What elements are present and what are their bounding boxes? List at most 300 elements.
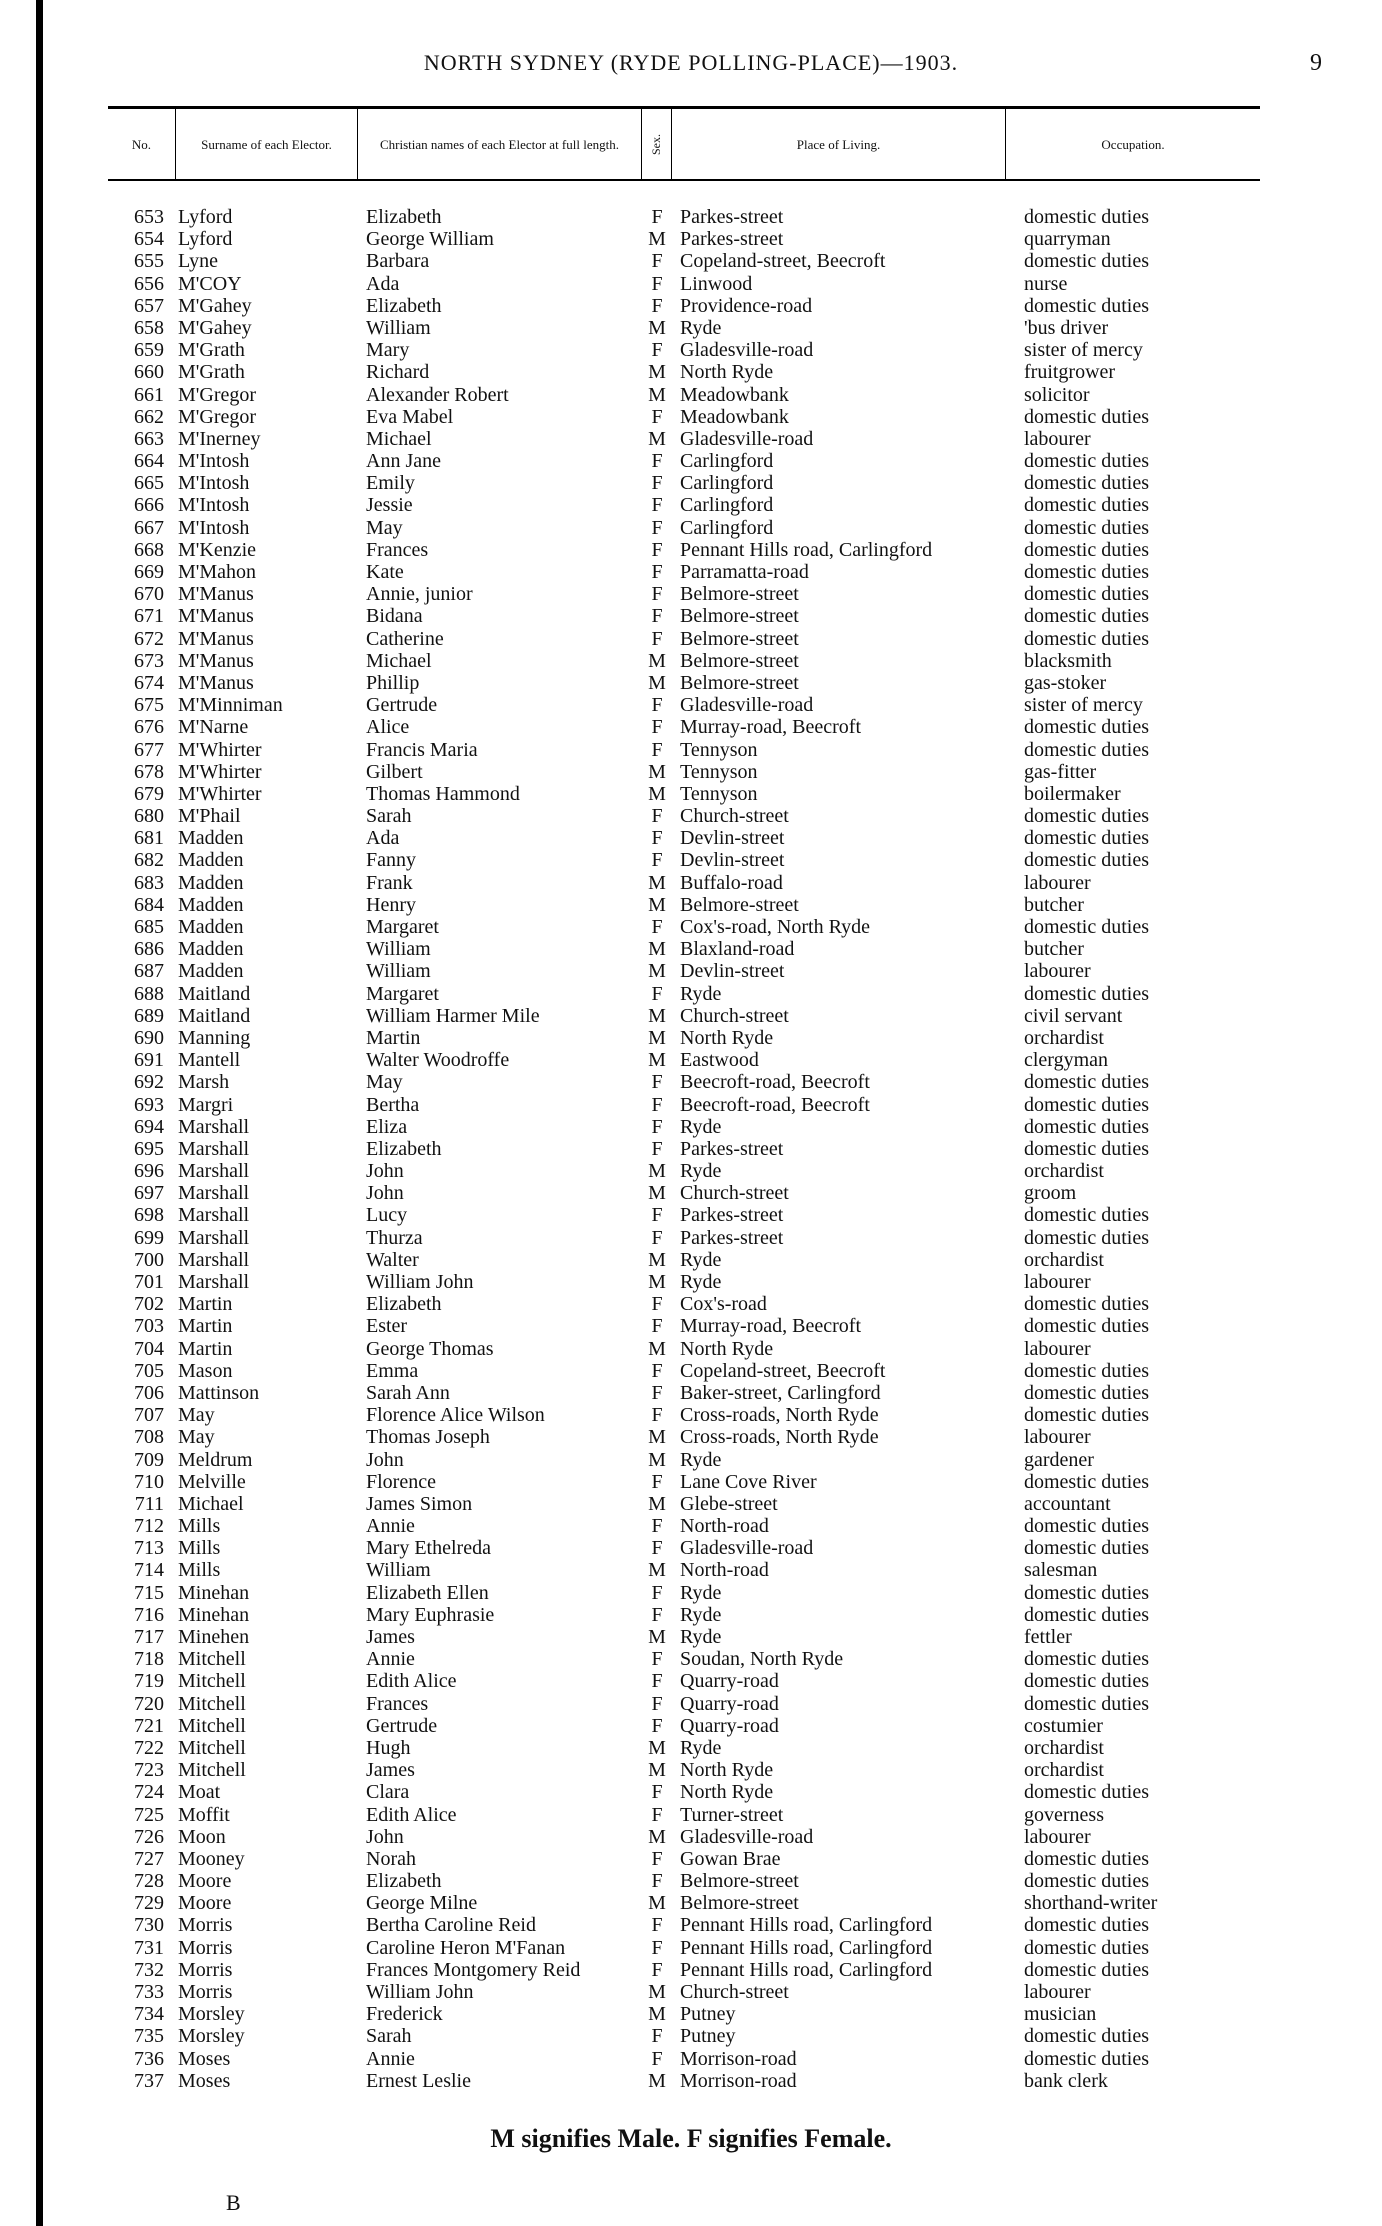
elector-number: 661	[134, 383, 164, 406]
elector-surname: Mantell	[178, 1049, 241, 1072]
elector-sex: M	[648, 1182, 666, 1205]
elector-christian-names: Ester	[366, 1315, 408, 1338]
elector-surname: Madden	[178, 960, 244, 983]
elector-number: 701	[134, 1271, 164, 1293]
elector-surname: M'Manus	[178, 605, 254, 628]
elector-place: Eastwood	[680, 1049, 759, 1072]
elector-sex: F	[651, 716, 663, 739]
elector-christian-names: Margaret	[366, 916, 439, 938]
elector-occupation: domestic duties	[1024, 561, 1149, 583]
elector-occupation: domestic duties	[1024, 1204, 1149, 1227]
elector-surname: Morsley	[178, 2025, 245, 2048]
elector-sex: M	[648, 361, 666, 384]
elector-place: Belmore-street	[680, 627, 799, 650]
table-row	[108, 628, 1260, 650]
elector-surname: Maitland	[178, 982, 251, 1005]
elector-christian-names: Mary	[366, 339, 410, 362]
table-row	[108, 761, 1260, 783]
elector-place: Carlingford	[680, 450, 774, 473]
elector-occupation: domestic duties	[1024, 1670, 1149, 1693]
elector-surname: Minehan	[178, 1581, 250, 1604]
elector-occupation: domestic duties	[1024, 1648, 1149, 1671]
elector-occupation: labourer	[1024, 1426, 1091, 1449]
table-row	[108, 1404, 1260, 1426]
elector-number: 711	[134, 1492, 164, 1515]
elector-number: 673	[134, 649, 164, 672]
elector-sex: F	[651, 1781, 663, 1804]
table-row	[108, 2025, 1260, 2047]
col-header-christian-names: Christian names of each Elector at full length.	[358, 109, 642, 179]
elector-place: Pennant Hills road, Carlingford	[680, 538, 933, 561]
header-rule-bottom	[108, 179, 1260, 181]
elector-sex: F	[651, 849, 663, 872]
elector-surname: M'Whirter	[178, 760, 262, 783]
table-row	[108, 206, 1260, 228]
table-row	[108, 1515, 1260, 1537]
table-row	[108, 650, 1260, 672]
table-row	[108, 2003, 1260, 2025]
elector-christian-names: Sarah Ann	[366, 1381, 450, 1404]
elector-place: Linwood	[680, 272, 753, 295]
elector-sex: F	[651, 1692, 663, 1715]
elector-number: 702	[134, 1293, 164, 1316]
elector-christian-names: Elizabeth	[366, 1293, 442, 1316]
elector-occupation: domestic duties	[1024, 583, 1149, 606]
elector-place: Ryde	[680, 1581, 722, 1604]
elector-christian-names: Annie	[366, 1648, 415, 1671]
table-row	[108, 1271, 1260, 1293]
elector-number: 664	[134, 450, 164, 473]
elector-christian-names: Annie, junior	[366, 583, 473, 606]
elector-occupation: sister of mercy	[1024, 694, 1143, 717]
elector-number: 721	[134, 1714, 164, 1737]
elector-number: 655	[134, 250, 164, 273]
elector-place: Ryde	[680, 1626, 722, 1648]
elector-surname: Margri	[178, 1093, 234, 1116]
elector-surname: Morris	[178, 1958, 233, 1981]
elector-place: Ryde	[680, 1248, 722, 1271]
table-row	[108, 1315, 1260, 1337]
table-row	[108, 960, 1260, 982]
table-row	[108, 1537, 1260, 1559]
elector-christian-names: Frank	[366, 871, 413, 894]
elector-christian-names: Eva Mabel	[366, 405, 454, 428]
elector-christian-names: Margaret	[366, 982, 439, 1005]
elector-place: Turner-street	[680, 1803, 784, 1826]
elector-number: 697	[134, 1182, 164, 1205]
elector-christian-names: Kate	[366, 561, 404, 583]
elector-christian-names: Alice	[366, 716, 410, 739]
elector-place: Carlingford	[680, 494, 774, 517]
elector-sex: M	[648, 649, 666, 672]
elector-number: 692	[134, 1071, 164, 1094]
elector-sex: F	[651, 1958, 663, 1981]
elector-number: 691	[134, 1049, 164, 1072]
elector-number: 704	[134, 1337, 164, 1360]
table-row	[108, 1737, 1260, 1759]
elector-surname: Minehan	[178, 1603, 250, 1626]
elector-occupation: civil servant	[1024, 1004, 1123, 1027]
elector-number: 719	[134, 1670, 164, 1693]
elector-sex: F	[651, 1315, 663, 1338]
elector-place: North Ryde	[680, 1759, 774, 1782]
elector-occupation: domestic duties	[1024, 1381, 1149, 1404]
elector-sex: F	[651, 1470, 663, 1493]
elector-number: 727	[134, 1847, 164, 1870]
table-row	[108, 1071, 1260, 1093]
elector-place: Soudan, North Ryde	[680, 1648, 844, 1671]
table-row	[108, 472, 1260, 494]
elector-occupation: accountant	[1024, 1492, 1111, 1515]
elector-surname: Marshall	[178, 1115, 250, 1138]
elector-occupation: domestic duties	[1024, 716, 1149, 739]
elector-christian-names: Edith Alice	[366, 1803, 457, 1826]
elector-place: Gladesville-road	[680, 694, 814, 717]
elector-number: 681	[134, 827, 164, 850]
elector-surname: M'Minniman	[178, 694, 283, 717]
table-row	[108, 1848, 1260, 1870]
elector-christian-names: Gilbert	[366, 760, 423, 783]
elector-place: Gladesville-road	[680, 1825, 814, 1848]
elector-surname: Meldrum	[178, 1448, 253, 1471]
elector-number: 654	[134, 228, 164, 251]
elector-christian-names: Emma	[366, 1359, 419, 1382]
elector-place: Church-street	[680, 1981, 789, 2003]
elector-occupation: labourer	[1024, 960, 1091, 983]
page-title: NORTH SYDNEY (RYDE POLLING-PLACE)—1903.	[423, 50, 959, 75]
page-header	[0, 50, 1382, 86]
elector-sex: F	[651, 1515, 663, 1538]
elector-surname: Marsh	[178, 1071, 230, 1094]
elector-christian-names: Gertrude	[366, 694, 438, 717]
elector-place: Murray-road, Beecroft	[680, 1315, 862, 1338]
table-row	[108, 716, 1260, 738]
elector-surname: Madden	[178, 893, 244, 916]
elector-christian-names: Thomas Joseph	[366, 1426, 490, 1449]
elector-christian-names: John	[366, 1448, 404, 1471]
elector-sex: F	[651, 1115, 663, 1138]
table-row	[108, 1293, 1260, 1315]
elector-place: Morrison-road	[680, 2047, 797, 2070]
elector-surname: M'Whirter	[178, 738, 262, 761]
elector-christian-names: Ann Jane	[366, 450, 441, 473]
elector-sex: F	[651, 1847, 663, 1870]
table-row	[108, 494, 1260, 516]
elector-occupation: sister of mercy	[1024, 339, 1143, 362]
elector-number: 663	[134, 427, 164, 450]
elector-christian-names: Catherine	[366, 627, 444, 650]
elector-sex: M	[648, 1448, 666, 1471]
elector-sex: M	[648, 2069, 666, 2092]
table-row	[108, 1493, 1260, 1515]
elector-number: 653	[134, 206, 164, 228]
elector-sex: M	[648, 1759, 666, 1782]
elector-place: Ryde	[680, 1115, 722, 1138]
elector-sex: M	[648, 1825, 666, 1848]
elector-occupation: domestic duties	[1024, 2047, 1149, 2070]
elector-occupation: fettler	[1024, 1626, 1072, 1648]
elector-occupation: labourer	[1024, 1825, 1091, 1848]
elector-number: 731	[134, 1936, 164, 1959]
elector-sex: F	[651, 738, 663, 761]
elector-occupation: domestic duties	[1024, 472, 1149, 495]
elector-place: Cross-roads, North Ryde	[680, 1404, 879, 1427]
elector-surname: Mills	[178, 1537, 221, 1560]
elector-number: 671	[134, 605, 164, 628]
elector-place: Belmore-street	[680, 893, 799, 916]
column-headers	[108, 109, 1260, 179]
elector-surname: Lyford	[178, 228, 233, 251]
table-row	[108, 1005, 1260, 1027]
elector-number: 685	[134, 916, 164, 938]
elector-number: 680	[134, 805, 164, 828]
elector-place: Belmore-street	[680, 649, 799, 672]
elector-christian-names: Bidana	[366, 605, 423, 628]
elector-place: Ryde	[680, 982, 722, 1005]
table-row	[108, 1959, 1260, 1981]
elector-place: Copeland-street, Beecroft	[680, 250, 886, 273]
elector-sex: F	[651, 605, 663, 628]
table-row	[108, 1227, 1260, 1249]
elector-occupation: domestic duties	[1024, 805, 1149, 828]
elector-occupation: orchardist	[1024, 1736, 1104, 1759]
elector-place: Parkes-street	[680, 206, 784, 228]
elector-occupation: domestic duties	[1024, 1404, 1149, 1427]
elector-place: Pennant Hills road, Carlingford	[680, 1958, 933, 1981]
elector-christian-names: Mary Ethelreda	[366, 1537, 491, 1560]
col-header-no: No.	[108, 109, 176, 179]
elector-surname: M'Manus	[178, 649, 254, 672]
elector-sex: M	[648, 1160, 666, 1183]
elector-occupation: quarryman	[1024, 228, 1111, 251]
table-row	[108, 250, 1260, 272]
elector-surname: Morris	[178, 1936, 233, 1959]
table-row	[108, 1670, 1260, 1692]
elector-place: North-road	[680, 1515, 769, 1538]
elector-occupation: domestic duties	[1024, 1359, 1149, 1382]
table-row	[108, 1160, 1260, 1182]
elector-occupation: domestic duties	[1024, 405, 1149, 428]
elector-place: Carlingford	[680, 472, 774, 495]
table-row	[108, 1648, 1260, 1670]
elector-sex: F	[651, 1603, 663, 1626]
elector-place: Meadowbank	[680, 405, 789, 428]
elector-occupation: domestic duties	[1024, 849, 1149, 872]
elector-number: 678	[134, 760, 164, 783]
elector-number: 667	[134, 516, 164, 539]
elector-surname: Morsley	[178, 2003, 245, 2026]
elector-number: 693	[134, 1093, 164, 1116]
table-row	[108, 428, 1260, 450]
elector-christian-names: Frances	[366, 538, 429, 561]
elector-surname: Mitchell	[178, 1759, 246, 1782]
elector-occupation: costumier	[1024, 1714, 1103, 1737]
elector-sex: M	[648, 1026, 666, 1049]
elector-surname: Mattinson	[178, 1381, 260, 1404]
elector-sex: M	[648, 1892, 666, 1915]
elector-occupation: nurse	[1024, 272, 1068, 295]
elector-occupation: labourer	[1024, 1271, 1091, 1293]
elector-christian-names: William	[366, 1559, 431, 1582]
table-row	[108, 1382, 1260, 1404]
elector-christian-names: John	[366, 1182, 404, 1205]
elector-number: 724	[134, 1781, 164, 1804]
elector-occupation: domestic duties	[1024, 1537, 1149, 1560]
elector-number: 668	[134, 538, 164, 561]
elector-place: Devlin-street	[680, 960, 785, 983]
table-row	[108, 872, 1260, 894]
table-row	[108, 2048, 1260, 2070]
elector-surname: M'Intosh	[178, 516, 250, 539]
elector-place: Cox's-road, North Ryde	[680, 916, 870, 938]
elector-place: North Ryde	[680, 1026, 774, 1049]
elector-christian-names: Bertha Caroline Reid	[366, 1914, 536, 1937]
elector-surname: M'Intosh	[178, 450, 250, 473]
elector-place: Glebe-street	[680, 1492, 778, 1515]
elector-place: Ryde	[680, 316, 722, 339]
elector-occupation: domestic duties	[1024, 1958, 1149, 1981]
elector-sex: F	[651, 1870, 663, 1893]
elector-place: Quarry-road	[680, 1714, 779, 1737]
elector-sex: M	[648, 1248, 666, 1271]
elector-surname: Morris	[178, 1981, 233, 2003]
elector-surname: Madden	[178, 871, 244, 894]
table-row	[108, 517, 1260, 539]
table-row	[108, 1426, 1260, 1448]
elector-occupation: boilermaker	[1024, 782, 1121, 805]
elector-number: 686	[134, 938, 164, 961]
elector-number: 707	[134, 1404, 164, 1427]
elector-sex: F	[651, 627, 663, 650]
elector-occupation: bank clerk	[1024, 2069, 1108, 2092]
elector-surname: Madden	[178, 827, 244, 850]
elector-sex: F	[651, 1581, 663, 1604]
elector-surname: Moses	[178, 2069, 231, 2092]
elector-place: Belmore-street	[680, 1892, 799, 1915]
elector-number: 732	[134, 1958, 164, 1981]
elector-number: 659	[134, 339, 164, 362]
table-row	[108, 1715, 1260, 1737]
elector-surname: M'Gregor	[178, 383, 257, 406]
elector-christian-names: William	[366, 316, 431, 339]
elector-sex: F	[651, 250, 663, 273]
elector-christian-names: Florence	[366, 1470, 436, 1493]
elector-number: 736	[134, 2047, 164, 2070]
table-row	[108, 1049, 1260, 1071]
elector-christian-names: William John	[366, 1981, 474, 2003]
elector-sex: M	[648, 871, 666, 894]
elector-christian-names: Hugh	[366, 1736, 411, 1759]
elector-surname: Moses	[178, 2047, 231, 2070]
elector-surname: Madden	[178, 938, 244, 961]
elector-christian-names: May	[366, 516, 403, 539]
table-row	[108, 1138, 1260, 1160]
elector-place: Copeland-street, Beecroft	[680, 1359, 886, 1382]
elector-christian-names: Barbara	[366, 250, 430, 273]
elector-sex: M	[648, 893, 666, 916]
table-row	[108, 827, 1260, 849]
elector-christian-names: Elizabeth	[366, 1870, 442, 1893]
elector-surname: Moat	[178, 1781, 221, 1804]
elector-sex: F	[651, 982, 663, 1005]
elector-christian-names: George Thomas	[366, 1337, 494, 1360]
elector-number: 675	[134, 694, 164, 717]
elector-christian-names: Lucy	[366, 1204, 408, 1227]
elector-occupation: domestic duties	[1024, 1470, 1149, 1493]
elector-christian-names: Francis Maria	[366, 738, 478, 761]
elector-surname: Lyford	[178, 206, 233, 228]
elector-surname: M'Mahon	[178, 561, 257, 583]
elector-sex: M	[648, 960, 666, 983]
elector-place: Baker-street, Carlingford	[680, 1381, 881, 1404]
table-row	[108, 295, 1260, 317]
elector-surname: M'Gahey	[178, 316, 252, 339]
elector-number: 712	[134, 1515, 164, 1538]
elector-place: Gladesville-road	[680, 1537, 814, 1560]
elector-number: 660	[134, 361, 164, 384]
elector-place: Parkes-street	[680, 1204, 784, 1227]
table-row	[108, 1759, 1260, 1781]
table-row	[108, 1116, 1260, 1138]
elector-surname: Mitchell	[178, 1714, 246, 1737]
elector-surname: M'Gahey	[178, 294, 252, 317]
elector-number: 688	[134, 982, 164, 1005]
elector-number: 669	[134, 561, 164, 583]
elector-occupation: governess	[1024, 1803, 1104, 1826]
elector-occupation: domestic duties	[1024, 2025, 1149, 2048]
elector-christian-names: William	[366, 938, 431, 961]
table-row	[108, 805, 1260, 827]
elector-place: Lane Cove River	[680, 1470, 817, 1493]
elector-number: 737	[134, 2069, 164, 2092]
elector-number: 718	[134, 1648, 164, 1671]
table-row	[108, 983, 1260, 1005]
elector-sex: F	[651, 1404, 663, 1427]
elector-sex: F	[651, 1670, 663, 1693]
elector-christian-names: Jessie	[366, 494, 413, 517]
elector-place: Ryde	[680, 1736, 722, 1759]
elector-place: Beecroft-road, Beecroft	[680, 1093, 870, 1116]
elector-sex: M	[648, 1004, 666, 1027]
elector-number: 696	[134, 1160, 164, 1183]
elector-occupation: gardener	[1024, 1448, 1094, 1471]
elector-christian-names: Walter	[366, 1248, 419, 1271]
elector-christian-names: Gertrude	[366, 1714, 438, 1737]
elector-number: 694	[134, 1115, 164, 1138]
elector-occupation: domestic duties	[1024, 1914, 1149, 1937]
elector-occupation: clergyman	[1024, 1049, 1109, 1072]
elector-number: 709	[134, 1448, 164, 1471]
elector-christian-names: James Simon	[366, 1492, 473, 1515]
elector-occupation: domestic duties	[1024, 1781, 1149, 1804]
elector-number: 662	[134, 405, 164, 428]
elector-occupation: labourer	[1024, 1337, 1091, 1360]
elector-christian-names: Sarah	[366, 2025, 412, 2048]
elector-occupation: domestic duties	[1024, 1603, 1149, 1626]
elector-surname: M'Grath	[178, 361, 245, 384]
elector-christian-names: Alexander Robert	[366, 383, 509, 406]
elector-surname: M'Kenzie	[178, 538, 257, 561]
elector-christian-names: Florence Alice Wilson	[366, 1404, 545, 1427]
elector-surname: Madden	[178, 916, 244, 938]
elector-occupation: butcher	[1024, 938, 1084, 961]
elector-occupation: domestic duties	[1024, 627, 1149, 650]
table-header	[108, 106, 1260, 181]
elector-surname: Marshall	[178, 1226, 250, 1249]
elector-sex: M	[648, 383, 666, 406]
table-row	[108, 539, 1260, 561]
elector-number: 720	[134, 1692, 164, 1715]
